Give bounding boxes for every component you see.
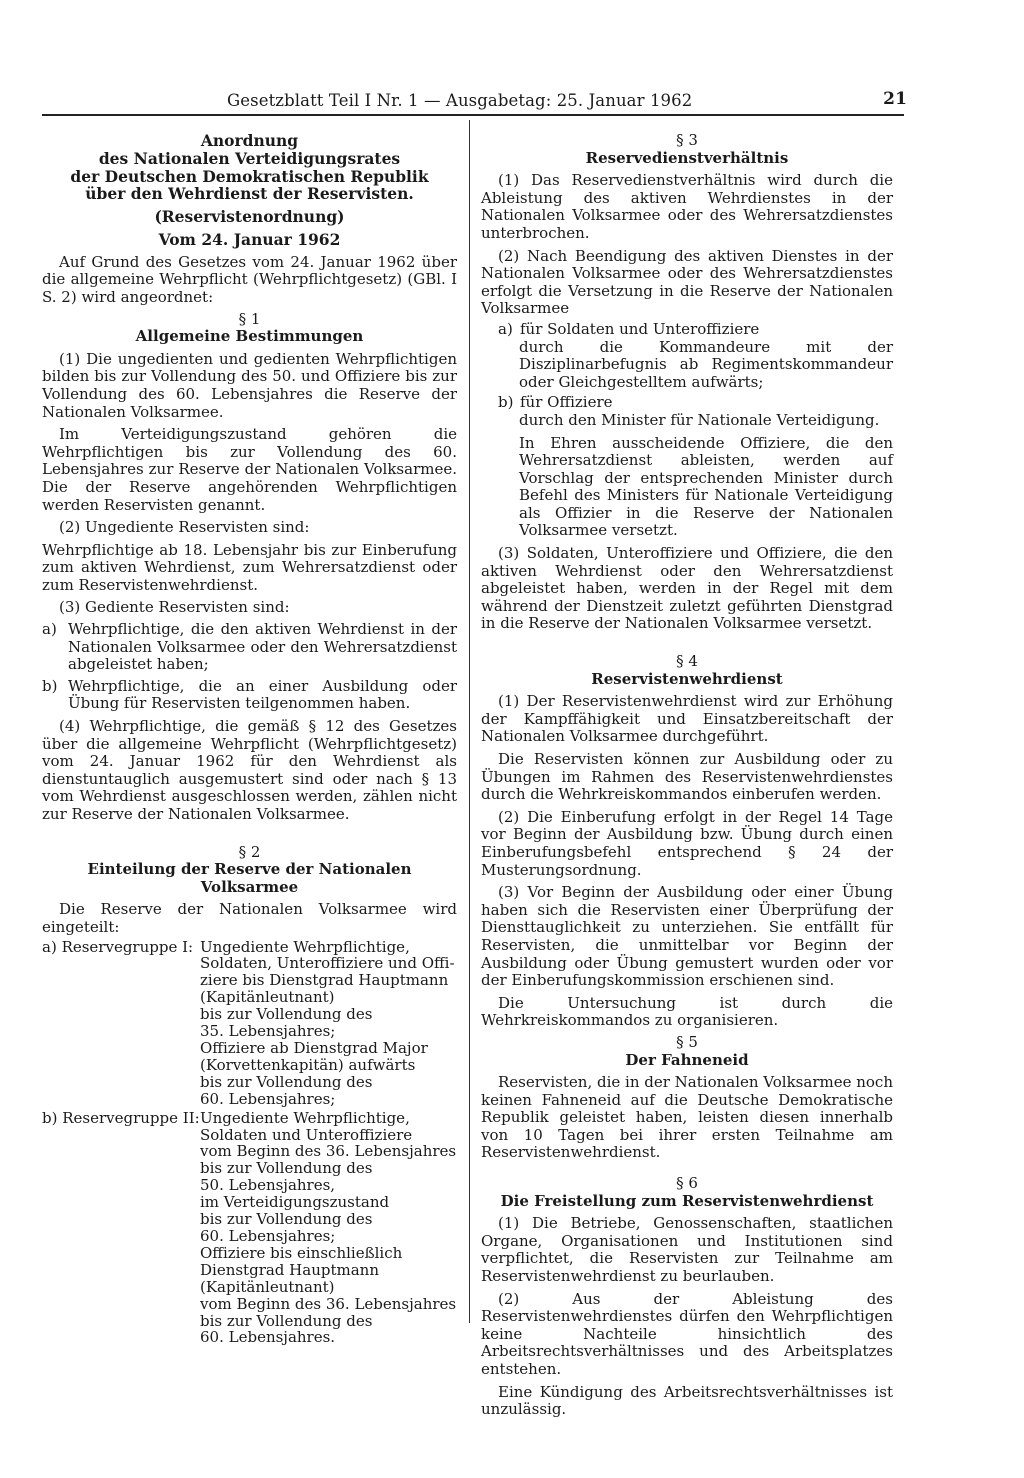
s4-paragraph-5: Die Untersuchung ist durch die Wehrkreiskommandos zu organisieren. (481, 993, 893, 1030)
s3-item-b (498, 394, 893, 412)
rg2-line: 60. Lebensjahres; (200, 1226, 336, 1245)
s1-paragraph-6: (4) Wehrpflichtige, die gemäß § 12 des Gesetzes über die allgemeine Wehrpflicht (Wehrpflichtgesetz) vom 24. Januar 1962 für den Wehrdienst als dienstuntauglich ausgemustert sind oder nach § 13 vom Wehrdienst ausgeschlossen werden, zählen nicht zur Reserve der Nationalen Volksarmee. (42, 717, 457, 823)
rg2-line: im Verteidigungszustand (200, 1193, 390, 1212)
reserve-group-1 (42, 939, 457, 1108)
s6-paragraph-3: Eine Kündigung des Arbeitsrechtsverhältnisses ist unzulässig. (481, 1382, 893, 1419)
s3-item-a (498, 321, 893, 339)
rg2-line: bis zur Vollendung des (200, 1311, 373, 1330)
s4-paragraph-4: (3) Vor Beginn der Ausbildung oder einer Übung haben sich die Reservisten einer Überprüfung der Diensttauglichkeit zu unterziehen. Sie entfällt für Reservisten, die unmittelbar vor Beginn der Ausbildung oder Übung gemustert wurden oder vor der Einberufungskommission erschienen sind. (481, 883, 893, 990)
title-date: Vom 24. Januar 1962 (158, 229, 341, 249)
section-2-title: Einteilung der Reserve der Nationalen Volksarmee (87, 860, 412, 896)
s1-paragraph-3: (2) Ungediente Reservisten sind: (59, 518, 310, 537)
s2-intro: Die Reserve der Nationalen Volksarmee wird eingeteilt: (42, 900, 457, 936)
section-1-title: Allgemeine Bestimmungen (135, 327, 364, 346)
reserve-group-2 (42, 1110, 457, 1347)
reserve-group-2-label: b) Reservegruppe II: (42, 1108, 200, 1127)
rg1-line: bis zur Vollendung des (200, 1005, 373, 1024)
s1-item-b-label: b) (42, 676, 58, 695)
s1-paragraph-5: (3) Gediente Reservisten sind: (59, 598, 290, 617)
s6-paragraph-2: (2) Aus der Ableistung des Reservistenwehrdienstes dürfen den Wehrpflichtigen keine Nachteile hinsichtlich des Arbeitsrechtsverhältnisses und des Arbeitsplatzes entstehen. (481, 1289, 893, 1378)
preamble: Auf Grund des Gesetzes vom 24. Januar 1962 über die allgemeine Wehrpflicht (Wehrpflichtgesetz) (GBl. I S. 2) wird angeordnet: (42, 252, 457, 306)
s1-item-a-label: a) (42, 620, 57, 639)
s3-item-b-label: b) (498, 393, 514, 412)
rg2-line: Soldaten und Unteroffiziere (200, 1125, 413, 1144)
section-1-number: § 1 (238, 309, 261, 328)
section-4-title: Reservistenwehrdienst (591, 669, 783, 688)
section-6-number: § 6 (676, 1174, 698, 1193)
section-3-number: § 3 (676, 131, 698, 149)
title-line-3: der Deutschen Demokratischen Republik (70, 166, 429, 186)
rg1-line: (Kapitänleutnant) (200, 988, 335, 1007)
reserve-group-2-text (200, 1110, 457, 1347)
rg2-line: 60. Lebensjahres. (200, 1328, 336, 1347)
s1-item-a-text: Wehrpflichtige, die den aktiven Wehrdienst in der Nationalen Volksarmee oder den Wehrersatzdienst abgeleistet haben; (68, 620, 457, 674)
s4-paragraph-2: Die Reservisten können zur Ausbildung oder zu Übungen im Rahmen des Reservistenwehrdienstes durch die Wehrkreiskommandos einberufen werden. (481, 750, 893, 804)
section-2-number: § 2 (238, 842, 261, 861)
s1-paragraph-4: Wehrpflichtige ab 18. Lebensjahr bis zur Einberufung zum aktiven Wehrdienst, zum Wehrersatzdienst oder zum Reservistenwehrdienst. (42, 540, 457, 594)
s3-item-a-head: für Soldaten und Unteroffiziere (520, 319, 760, 338)
right-column (481, 132, 893, 1419)
rg1-line: bis zur Vollendung des (200, 1072, 373, 1091)
title-short: (Reservistenordnung) (154, 207, 345, 227)
s3-paragraph-1: (1) Das Reservedienstverhältnis wird durch die Ableistung des aktiven Wehrdienstes in der Nationalen Volksarmee oder des Wehrersatzdienstes unterbrochen. (481, 171, 893, 242)
page-number: 21 (883, 89, 907, 109)
rg1-line: 60. Lebensjahres; (200, 1089, 336, 1108)
header-rule (42, 114, 904, 116)
rg2-line: bis zur Vollendung des (200, 1210, 373, 1229)
left-column (42, 132, 457, 1346)
rg2-line: Offiziere bis einschließlich (200, 1243, 403, 1262)
section-4-number: § 4 (676, 652, 698, 671)
title-line-1: Anordnung (200, 131, 299, 150)
s1-item-b-text: Wehrpflichtige, die an einer Ausbildung oder Übung für Reservisten teilgenommen haben. (68, 676, 457, 713)
rg2-line: Dienstgrad Hauptmann (200, 1260, 379, 1279)
rg1-line: Offiziere ab Dienstgrad Major (200, 1039, 428, 1057)
rg2-line: (Kapitänleutnant) (200, 1277, 335, 1296)
document-title (42, 132, 457, 249)
section-5-number: § 5 (676, 1032, 698, 1051)
title-line-2: des Nationalen Verteidigungsrates (98, 148, 401, 168)
title-line-4: über den Wehrdienst der Reservisten. (85, 184, 414, 204)
s3-item-b-note: In Ehren ausscheidende Offiziere, die den Wehrersatzdienst ableisten, werden auf Vorschlag der entsprechenden Minister durch Befehl des Ministers für Nationale Verteidigung als Offizier in die Reserve der Nationalen Volksarmee versetzt. (519, 433, 893, 540)
running-title: Gesetzblatt Teil I Nr. 1 — Ausgabetag: 25. Januar 1962 (227, 91, 693, 110)
s1-item-b (42, 678, 457, 713)
rg1-line: (Korvettenkapitän) aufwärts (200, 1055, 416, 1074)
rg2-line: vom Beginn des 36. Lebensjahres (200, 1142, 457, 1161)
rg1-line: 35. Lebensjahres; (200, 1022, 336, 1041)
s3-paragraph-2: (2) Nach Beendigung des aktiven Dienstes in der Nationalen Volksarmee oder des Wehrersatzdienstes erfolgt die Versetzung in die Reserve der Nationalen Volksarmee (481, 246, 893, 318)
s4-paragraph-3: (2) Die Einberufung erfolgt in der Regel 14 Tage vor Beginn der Ausbildung bzw. Übung durch einen Einberufungsbefehl entsprechend § 24 der Musterungsordnung. (481, 807, 893, 879)
s1-paragraph-1: (1) Die ungedienten und gedienten Wehrpflichtigen bilden bis zur Vollendung des 50. und Offiziere bis zur Vollendung des 60. Lebensjahres die Reserve der Nationalen Volksarmee. (42, 349, 457, 421)
rg2-line: bis zur Vollendung des (200, 1159, 373, 1178)
s6-paragraph-1: (1) Die Betriebe, Genossenschaften, staatlichen Organe, Organisationen und Institutionen sind verpflichtet, die Reservisten zur Teilnahme am Reservistenwehrdienst zu beurlauben. (481, 1214, 893, 1286)
rg1-line: Ungediente Wehrpflichtige, (200, 937, 410, 956)
section-3-title: Reservedienstverhältnis (585, 148, 789, 167)
reserve-group-1-text (200, 939, 457, 1108)
rg1-line: ziere bis Dienstgrad Hauptmann (200, 971, 449, 990)
s3-item-b-head: für Offiziere (520, 393, 613, 412)
s3-paragraph-3: (3) Soldaten, Unteroffiziere und Offiziere, die den aktiven Wehrdienst oder den Wehrersatzdienst abgeleistet haben, werden in der Regel mit dem während der Dienstzeit zuletzt geführten Dienstgrad in die Reserve der Nationalen Volksarmee versetzt. (481, 544, 893, 633)
reserve-group-1-label: a) Reservegruppe I: (42, 937, 194, 956)
s1-paragraph-2: Im Verteidigungszustand gehören die Wehrpflichtigen bis zur Vollendung des 60. Lebensjahres zur Reserve der Nationalen Volksarmee. Die der Reserve angehörenden Wehrpflichtigen werden Reservisten genannt. (42, 425, 457, 514)
section-5-title: Der Fahneneid (625, 1050, 749, 1069)
s3-item-a-label: a) (498, 319, 513, 338)
rg2-line: vom Beginn des 36. Lebensjahres (200, 1294, 457, 1313)
section-6-title: Die Freistellung zum Reservistenwehrdienst (500, 1191, 874, 1210)
rg1-line: Soldaten, Unteroffiziere und Offi- (200, 954, 455, 973)
s3-item-a-text: durch die Kommandeure mit der Disziplinarbefugnis ab Regimentskommandeur oder Gleichgestelltem aufwärts; (519, 337, 893, 391)
rg2-line: Ungediente Wehrpflichtige, (200, 1108, 410, 1127)
column-divider (469, 120, 470, 1323)
s1-item-a (42, 621, 457, 674)
s3-item-b-text: durch den Minister für Nationale Verteidigung. (519, 410, 880, 429)
rg2-line: 50. Lebensjahres, (200, 1176, 336, 1195)
page-header (227, 88, 907, 114)
s5-paragraph-1: Reservisten, die in der Nationalen Volksarmee noch keinen Fahneneid auf die Deutsche Demokratische Republik geleistet haben, leisten diesen innerhalb von 10 Tagen bei ihrer ersten Teilnahme am Reservistenwehrdienst. (481, 1073, 893, 1162)
s4-paragraph-1: (1) Der Reservistenwehrdienst wird zur Erhöhung der Kampffähigkeit und Einsatzbereitschaft der Nationalen Volksarmee durchgeführt. (481, 692, 893, 746)
